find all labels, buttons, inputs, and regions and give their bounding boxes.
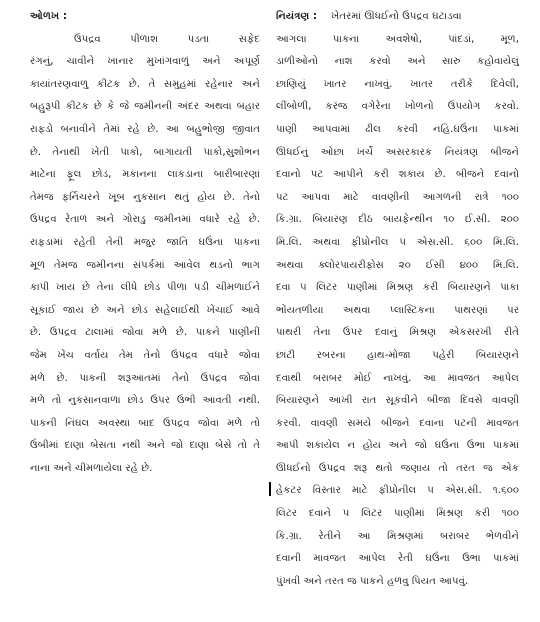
identification-text-line: ઉપદ્રવ રેતાળ અને ગોરાડુ જમીનમાં વધારે રહે છે. bbox=[30, 214, 260, 226]
control-text-line: ઊધઈનું ઓછા ખર્ચે અસરકારક નિયંત્રણ બીજને bbox=[276, 146, 519, 158]
control-text-line: લિટર દવાને ૫ લિટર પાણીમાં મિશ્રણ કરી ૧૦૦ bbox=[276, 508, 519, 520]
identification-text-line: ઉપદ્રવ પીળાશ પડતા સફેદ bbox=[74, 33, 260, 45]
column-marker bbox=[269, 482, 271, 496]
identification-text-line: જેમ ખેંચ વર્તાય તેમ તેનો ઉપદ્રવ વધારે જોવા bbox=[30, 349, 260, 361]
control-heading: નિયંત્રણ : bbox=[276, 11, 318, 22]
control-column bbox=[276, 6, 519, 593]
control-text-line: કિ.ગ્રા. રેતીને આ મિશ્રણમાં બરાબર ભેળવીને bbox=[276, 530, 519, 542]
identification-text-line: રંગનું, ચાવીને ખાનાર મુખાંગવાળું અને અપૂર્ણ bbox=[30, 56, 260, 68]
identification-body bbox=[30, 29, 260, 481]
identification-column bbox=[30, 6, 260, 480]
control-text-line: ડાળીઓનો નાશ કરવો અને સારુ કહોવાયેલું bbox=[276, 56, 519, 68]
control-text-line: દવાથી બરાબર મોઈ નાખવું. આ માવજત આપેલ bbox=[276, 372, 519, 384]
control-text-line: પુંખવી અને તરત જ પાકને હળવુ પિયત આપવું. bbox=[276, 575, 469, 587]
identification-text-line: રાફડામાં રહેતી તેની મજુર જાતિ ઘઉંના પાકના bbox=[30, 236, 260, 248]
control-text-line: છાંટી રબરના હાથ-મોજા પહેરી બિયારણને bbox=[276, 349, 519, 361]
control-text-line: પાથરી તેના ઉપર દવાનું મિશ્રણ એકસરખી રીતે bbox=[276, 327, 519, 339]
identification-text-line: છે. તેનાથી ખેતી પાકો, બાગાયતી પાકો,સુશોભન bbox=[30, 146, 260, 158]
identification-text-line: મળે તો નુકસાનવાળા છોડ ઉપર ઉભી આવતી નથી. bbox=[30, 395, 260, 407]
control-text-line: મિ.લિ. અથવા ફીપ્રોનીલ ૫ એસ.સી. ૬૦૦ મિ.લિ. bbox=[276, 236, 519, 248]
identification-heading: ઓળખ : bbox=[30, 11, 67, 22]
identification-text-line: બહુરૂપી કીટક છે કે જે જમીનની અંદર અથવા બહાર bbox=[30, 101, 260, 113]
identification-text-line: મળે છે. પાકની શરૂઆતમાં તેનો ઉપદ્રવ જોવા bbox=[30, 372, 260, 384]
identification-text-line: કાયાંતરણવાળુ કીટક છે. તે સમુહમાં રહેનાર અને bbox=[30, 78, 260, 90]
control-text-line: ભોંયતળીયા અથવા પ્લાસ્ટિકના પાથરણાં પર bbox=[276, 304, 519, 316]
control-text-line: લીંબોળી, કરંજ વગેરેના ખોળનો ઉપયોગ કરવો. bbox=[276, 101, 519, 113]
identification-text-line: રાફડો બનાવીને તેમાં રહે છે. આ બહુભોજી જીવાત bbox=[30, 123, 260, 135]
control-text-line: દવાનો પટ આપીને કરી શકાય છે. બીજને દવાનો bbox=[276, 169, 519, 181]
control-text-line: હેકટર વિસ્તાર માટે ફીપ્રોનીલ ૫ એસ.સી. ૧.૬૦૦ bbox=[276, 485, 519, 497]
identification-text-line: ઉંબીમાં દાણા બેસતા નથી અને જો દાણા બેસે તો તે bbox=[30, 440, 260, 452]
control-text-line: અથવા ક્લોરપાયરીફોસ ૨૦ ઈસી ૪૦૦ મિ.લિ. bbox=[276, 259, 519, 271]
control-text-line: પટ આપવા માટે વાવણીની આગળની રાત્રે ૧૦૦ bbox=[276, 191, 519, 203]
identification-text-line: સૂકાઈ જાય છે અને છોડ સહેલાઈથી ખેંચાઈ આવે bbox=[30, 304, 260, 316]
control-text-line: કિ.ગ્રા. બિયારણ દીઠ બાયફેન્થીન ૧૦ ઈ.સી. ૨૦૦ bbox=[276, 214, 519, 226]
identification-text-line: મૂળ તેમજ જમીનના સંપર્કમાં આવેલ થડનો ભાગ bbox=[30, 259, 260, 271]
control-text-line: આપી શકાયેલ ન હોય અને જો ઘઉંના ઉભા પાકમાં bbox=[276, 440, 519, 452]
identification-text-line: છે. ઉપદ્રવ ટાલામાં જોવા મળે છે. પાકને પાણીની bbox=[30, 327, 260, 339]
control-text-line: છાણિયું ખાતર નાખવું. ખાતર તરીકે દિવેલી, bbox=[276, 78, 519, 90]
identification-text-line: તેમજ ફર્નિચરને ખૂબ નુકસાન થતું હોય છે. તેનો bbox=[30, 191, 260, 203]
identification-text-line: પાકની નિંઘલ અવસ્થા બાદ ઉપદ્રવ જોવા મળે તો bbox=[30, 417, 260, 429]
control-text-line: પાણી આપવામાં ઢીલ કરવી નહિ.ઘઉંના પાકમાં bbox=[276, 123, 519, 135]
identification-text-line: માટેના ફૂલ છોડ, મકાનના લાકડાના બારીબારણાં bbox=[30, 169, 260, 181]
control-text-line: આગલા પાકના અવશેષો, પાંદડાં, મૂળ, bbox=[276, 33, 519, 45]
identification-text-line: કાપી ખાય છે તેના લીધે છોડ પીળા પડી ચીમળાઈને bbox=[30, 282, 260, 294]
control-text-line: દવા ૫ લિટર પાણીમાં મિશ્રણ કરી બિયારણને પાકા bbox=[276, 282, 519, 294]
control-first-line: ખેતરમાં ઊધઈનો ઉપદ્રવ ઘટાડવા bbox=[331, 11, 462, 22]
control-heading-line bbox=[276, 6, 519, 29]
control-body bbox=[276, 29, 519, 594]
control-text-line: ઊધઈનો ઉપદ્રવ શરૂ થતો જણાય તો તરત જ એક bbox=[276, 462, 519, 474]
control-text-line: દવાની માવજત આપેલ રેતી ઘઉંના ઉભા પાકમાં bbox=[276, 553, 519, 565]
identification-text-line: નાના અને ચીમળાયેલા રહે છે. bbox=[30, 462, 153, 474]
control-text-line: બિયારણને આખી રાત સૂકવીને બીજા દિવસે વાવણી bbox=[276, 395, 519, 407]
control-text-line: કરવી. વાવણી સમયે બીજને દવાના પટની માવજત bbox=[276, 417, 519, 429]
